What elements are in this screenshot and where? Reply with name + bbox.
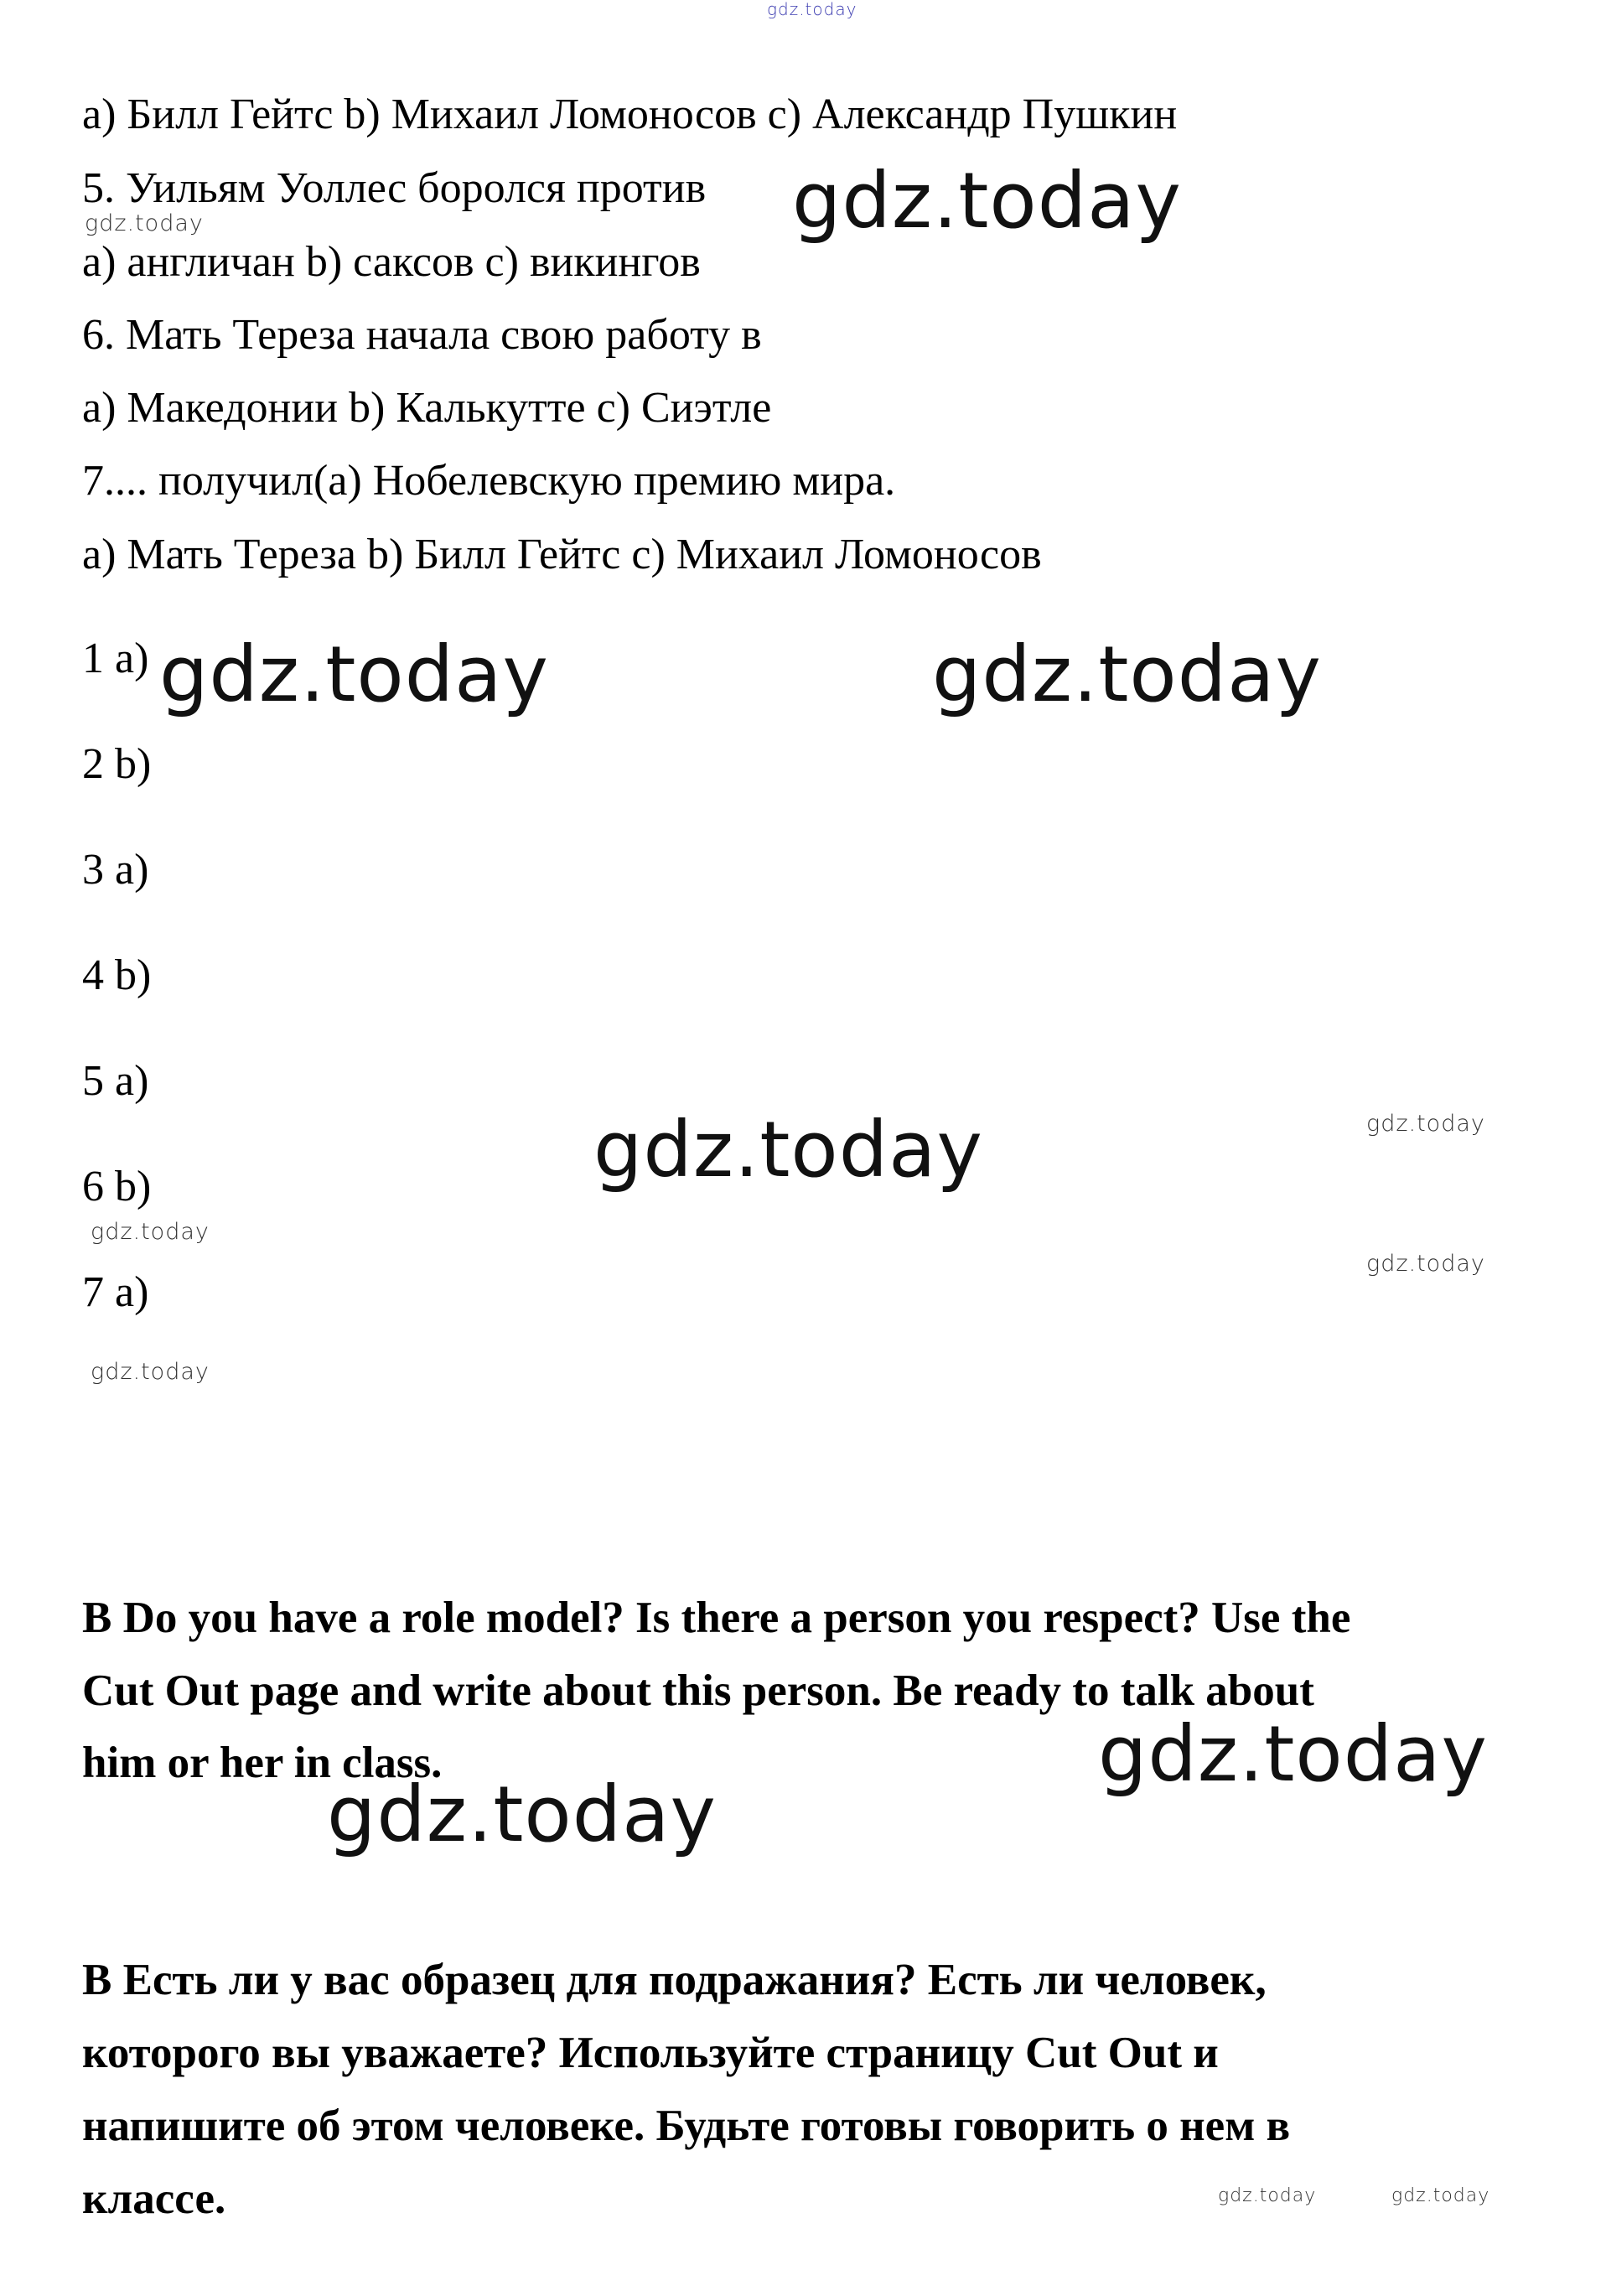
task-b-ru-line-1: В Есть ли у вас образец для подражания? Есть ли человек,	[82, 1956, 1267, 2004]
watermark: gdz.today	[1391, 2185, 1490, 2206]
watermark: gdz.today	[1098, 1709, 1488, 1799]
answer-2: 2 b)	[82, 740, 152, 788]
watermark: gdz.today	[91, 1359, 210, 1385]
watermark: gdz.today	[159, 630, 549, 719]
watermark: gdz.today	[1366, 1111, 1485, 1137]
watermark: gdz.today	[767, 0, 857, 19]
watermark: gdz.today	[1218, 2185, 1317, 2206]
question-5-options: a) англичан b) саксов c) викингов	[82, 238, 701, 286]
task-b-ru-line-3: напишите об этом человеке. Будьте готовы говорить о нем в	[82, 2102, 1291, 2150]
question-5: 5. Уильям Уоллес боролся против	[82, 164, 707, 212]
task-b-en-line-2: Cut Out page and write about this person. Be ready to talk about	[82, 1666, 1314, 1715]
watermark: gdz.today	[1366, 1251, 1485, 1277]
answer-6: 6 b)	[82, 1163, 152, 1210]
answer-7: 7 a)	[82, 1268, 149, 1316]
question-4-options: a) Билл Гейтс b) Михаил Ломоносов c) Александр Пушкин	[82, 91, 1178, 138]
question-6-options: a) Македонии b) Калькутте c) Сиэтле	[82, 384, 772, 432]
answer-5: 5 a)	[82, 1057, 149, 1105]
watermark: gdz.today	[91, 1219, 210, 1245]
answer-4: 4 b)	[82, 951, 152, 999]
watermark: gdz.today	[85, 210, 204, 236]
task-b-en-line-1: B Do you have a role model? Is there a person you respect? Use the	[82, 1594, 1351, 1642]
watermark: gdz.today	[932, 630, 1322, 719]
answer-3: 3 a)	[82, 846, 149, 894]
answer-1: 1 a)	[82, 635, 149, 682]
task-b-ru-line-4: классе.	[82, 2174, 226, 2223]
question-6: 6. Мать Тереза начала свою работу в	[82, 311, 762, 359]
task-b-en-line-3: him or her in class.	[82, 1739, 443, 1787]
watermark: gdz.today	[792, 156, 1182, 246]
task-b-ru-line-2: которого вы уважаете? Используйте страницу Cut Out и	[82, 2029, 1219, 2077]
question-7-options: a) Мать Тереза b) Билл Гейтс c) Михаил Ломоносов	[82, 531, 1042, 578]
question-7: 7.... получил(а) Нобелевскую премию мира.	[82, 457, 896, 505]
watermark: gdz.today	[593, 1105, 983, 1195]
watermark: gdz.today	[327, 1770, 717, 1859]
